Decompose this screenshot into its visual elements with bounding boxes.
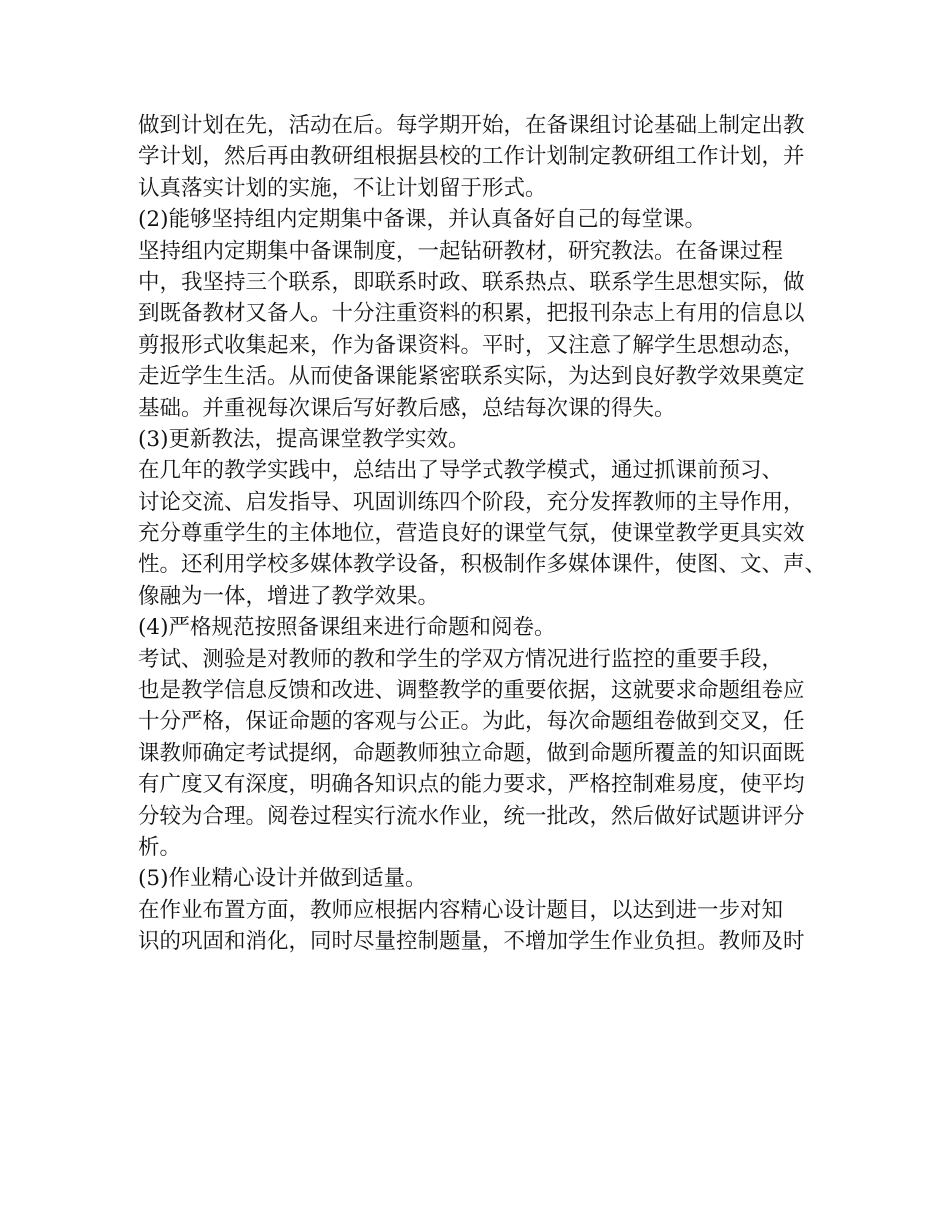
text-line: 也是教学信息反馈和改进、调整教学的重要依据，这就要求命题组卷应 xyxy=(138,678,805,704)
section-heading-2: (2)能够坚持组内定期集中备课，并认真备好自己的每堂课。 xyxy=(138,207,706,233)
text-line: 识的巩固和消化，同时尽量控制题量，不增加学生作业负担。教师及时 xyxy=(138,929,805,955)
text-line: 到既备教材又备人。十分注重资料的积累，把报刊杂志上有用的信息以 xyxy=(138,301,805,327)
text-line: 讨论交流、启发指导、巩固训练四个阶段，充分发挥教师的主导作用， xyxy=(138,489,805,515)
text-line: 性。还利用学校多媒体教学设备，积极制作多媒体课件，使图、文、声、 xyxy=(138,552,827,578)
section-heading-4: (4)严格规范按照备课组来进行命题和阅卷。 xyxy=(138,615,556,641)
text-line: 做到计划在先，活动在后。每学期开始，在备课组讨论基础上制定出教 xyxy=(138,113,805,138)
text-line: 析。 xyxy=(138,834,182,860)
text-line: 充分尊重学生的主体地位，营造良好的课堂气氛，使课堂教学更具实效 xyxy=(138,521,805,547)
section-heading-3: (3)更新教法，提高课堂教学实效。 xyxy=(138,426,470,452)
text-line: 学计划，然后再由教研组根据县校的工作计划制定教研组工作计划，并 xyxy=(138,144,805,170)
text-line: 十分严格，保证命题的客观与公正。为此，每次命题组卷做到交叉，任 xyxy=(138,709,805,735)
text-line: 走近学生生活。从而使备课能紧密联系实际，为达到良好教学效果奠定 xyxy=(138,364,805,390)
document-body xyxy=(138,110,838,958)
text-line: 分较为合理。阅卷过程实行流水作业，统一批改，然后做好试题讲评分 xyxy=(138,803,805,829)
text-line: 考试、测验是对教师的教和学生的学双方情况进行监控的重要手段， xyxy=(138,646,784,672)
text-line: 课教师确定考试提纲，命题教师独立命题，做到命题所覆盖的知识面既 xyxy=(138,740,805,766)
text-line: 在作业布置方面，教师应根据内容精心设计题目，以达到进一步对知 xyxy=(138,897,784,923)
text-line: 在几年的教学实践中，总结出了导学式教学模式，通过抓课前预习、 xyxy=(138,458,784,484)
text-line: 像融为一体，增进了教学效果。 xyxy=(138,583,440,609)
section-heading-5: (5)作业精心设计并做到适量。 xyxy=(138,866,427,892)
text-line: 坚持组内定期集中备课制度，一起钻研教材，研究教法。在备课过程 xyxy=(138,238,784,264)
text-line: 剪报形式收集起来，作为备课资料。平时，又注意了解学生思想动态， xyxy=(138,332,805,358)
text-line: 中，我坚持三个联系，即联系时政、联系热点、联系学生思想实际，做 xyxy=(138,269,805,295)
text-line: 认真落实计划的实施，不让计划留于形式。 xyxy=(138,175,547,201)
text-line: 有广度又有深度，明确各知识点的能力要求，严格控制难易度，使平均 xyxy=(138,772,805,798)
text-line: 基础。并重视每次课后写好教后感，总结每次课的得失。 xyxy=(138,395,676,421)
